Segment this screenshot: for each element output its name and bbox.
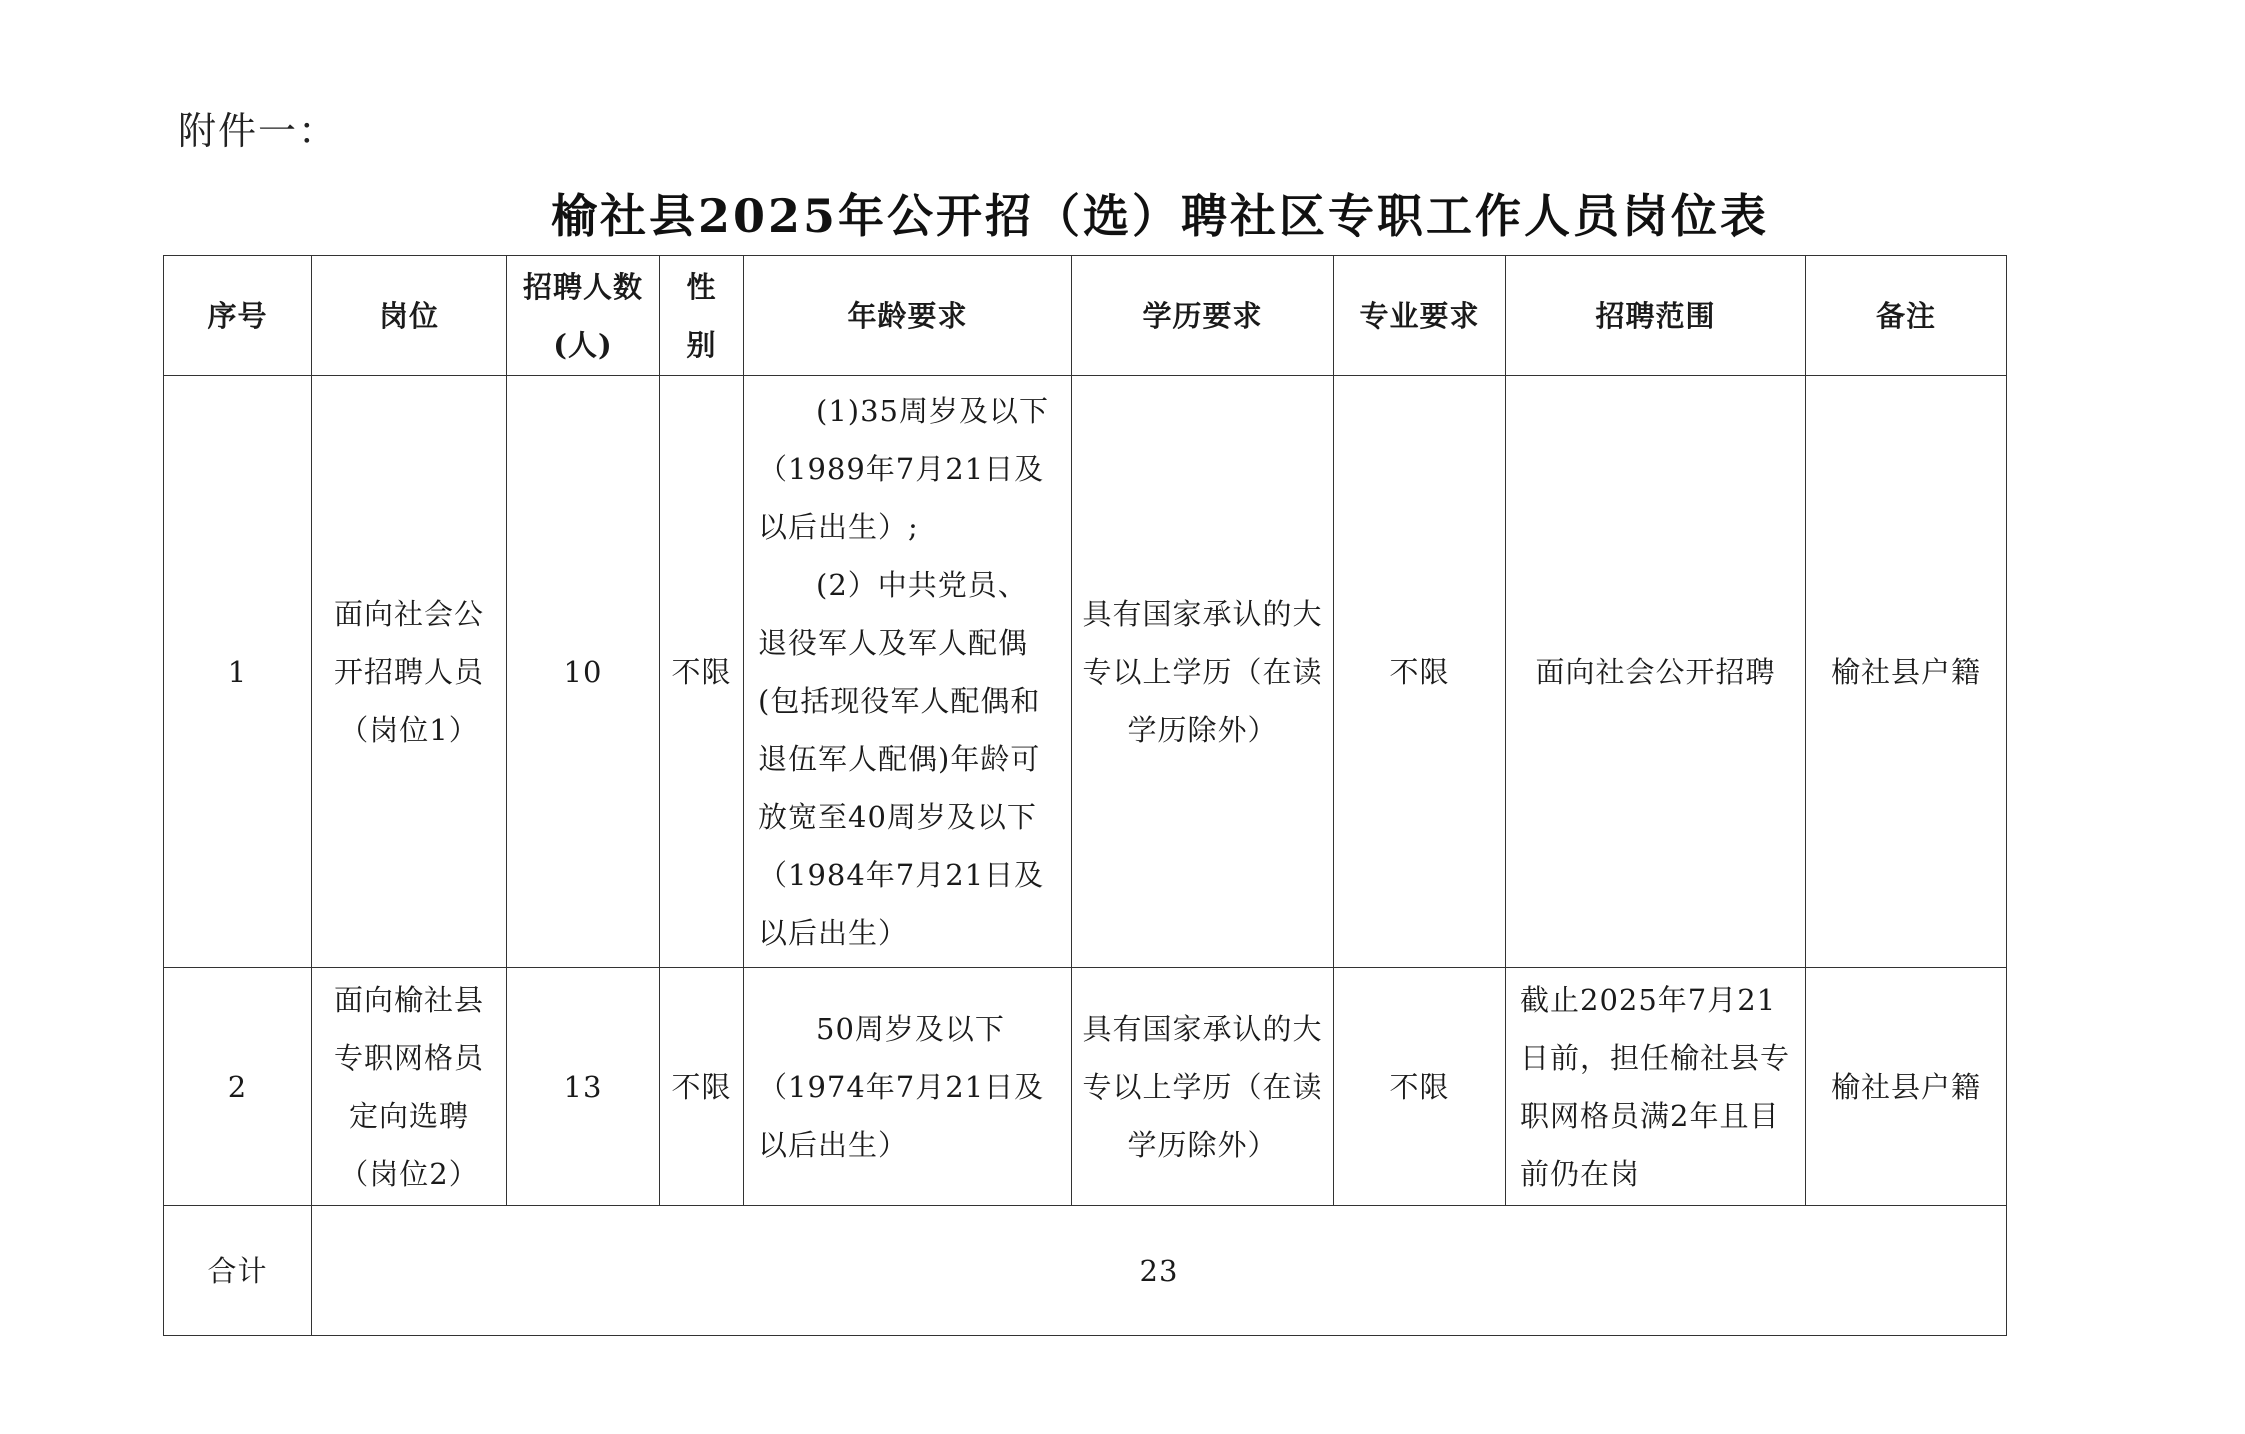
row2-age: [744, 968, 1072, 1206]
row2-age-p1: 50周岁及以下（1974年7月21日及以后出生）: [758, 1011, 1045, 1162]
attachment-label: 附件一：: [178, 109, 339, 153]
positions-table: [163, 255, 2007, 1336]
header-scope: 招聘范围: [1506, 256, 1806, 376]
header-education: 学历要求: [1072, 256, 1334, 376]
row2-major: 不限: [1334, 968, 1506, 1206]
row1-age-p2: (2）中共党员、退役军人及军人配偶(包括现役军人配偶和退伍军人配偶)年龄可放宽至40周岁及以下（1984年7月21日及以后出生）: [758, 567, 1045, 950]
row1-position: 面向社会公开招聘人员（岗位1）: [312, 376, 507, 968]
row2-remarks: 榆社县户籍: [1806, 968, 2007, 1206]
row2-education: 具有国家承认的大专以上学历（在读学历除外）: [1072, 968, 1334, 1206]
row1-scope: 面向社会公开招聘: [1506, 376, 1806, 968]
row1-age: [744, 376, 1072, 968]
total-value: 23: [312, 1206, 2007, 1336]
row2-gender: 不限: [660, 968, 744, 1206]
header-age: 年龄要求: [744, 256, 1072, 376]
header-gender-line1: 性: [686, 269, 717, 304]
row2-count: 13: [507, 968, 660, 1206]
row1-remarks: 榆社县户籍: [1806, 376, 2007, 968]
row1-gender: 不限: [660, 376, 744, 968]
header-count: [507, 256, 660, 376]
table-row: [164, 376, 2007, 968]
row2-position: 面向榆社县专职网格员定向选聘（岗位2）: [312, 968, 507, 1206]
header-index: 序号: [164, 256, 312, 376]
row1-count: 10: [507, 376, 660, 968]
table-total-row: [164, 1206, 2007, 1336]
row1-major: 不限: [1334, 376, 1506, 968]
header-position: 岗位: [312, 256, 507, 376]
header-count-line2: (人): [553, 327, 613, 362]
table-row: [164, 968, 2007, 1206]
header-remarks: 备注: [1806, 256, 2007, 376]
row1-education: 具有国家承认的大专以上学历（在读学历除外）: [1072, 376, 1334, 968]
row2-scope: 截止2025年7月21日前，担任榆社县专职网格员满2年且目前仍在岗: [1506, 968, 1806, 1206]
row2-index: 2: [164, 968, 312, 1206]
page-title: 榆社县2025年公开招（选）聘社区专职工作人员岗位表: [550, 189, 1770, 243]
row1-age-p1: (1)35周岁及以下（1989年7月21日及以后出生）;: [758, 393, 1049, 544]
table-header-row: [164, 256, 2007, 376]
header-major: 专业要求: [1334, 256, 1506, 376]
header-gender: [660, 256, 744, 376]
row1-index: 1: [164, 376, 312, 968]
total-label: 合计: [164, 1206, 312, 1336]
header-gender-line2: 别: [686, 327, 717, 362]
header-count-line1: 招聘人数: [522, 269, 643, 304]
